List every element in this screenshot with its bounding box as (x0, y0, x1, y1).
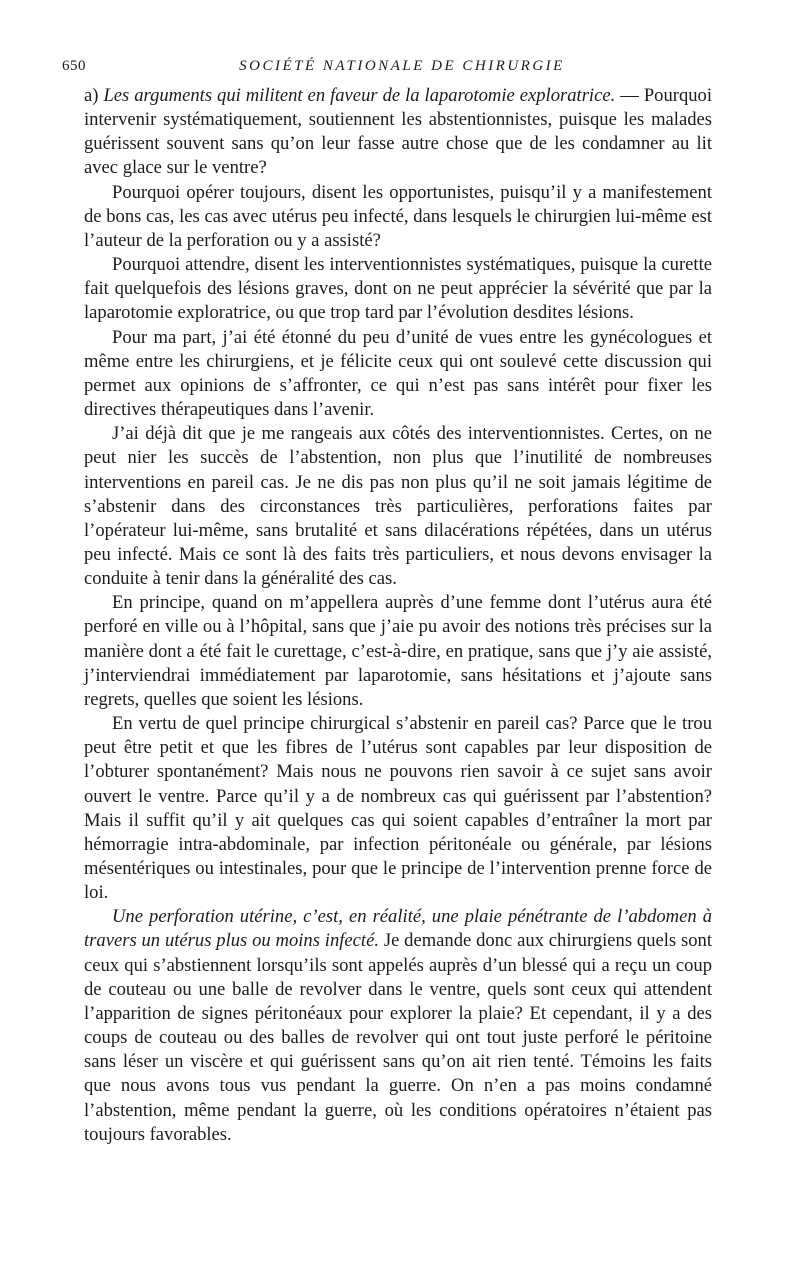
body-text (84, 84, 712, 1147)
paragraph-penetrating-wound (84, 905, 712, 1147)
document-page (62, 58, 713, 1147)
page-number: 650 (62, 58, 86, 74)
paragraph-abstention-success: J’ai déjà dit que je me rangeais aux côtés des interventionnistes. Certes, on ne peut nier les succès de l’abstention, non plus que l’inutilité de nombreuses interventions en pareil cas. Je ne dis pas non plus qu’il ne soit jamais légitime de s’abstenir dans des circonstances très particulières, perforations faites par l’opérateur lui-même, sans brutalité et sans dilacérations répétées, dans un utérus peu infecté. Mais ce sont là des faits très particuliers, et nous devons envisager la conduite à tenir dans la généralité des cas. (84, 423, 712, 590)
section-opening-paragraph (84, 84, 712, 181)
section-heading: Les arguments qui militent en faveur de la laparotomie exploratrice. (103, 85, 616, 106)
paragraph-opportunists: Pourquoi opérer toujours, disent les opportunistes, puisqu’il y a manifestement de bons cas, les cas avec utérus peu infecté, dans lesquels le chirurgien lui-même est l’auteur de la perforation ou y a assisté? (84, 181, 712, 251)
paragraph-interventionists: Pourquoi attendre, disent les interventionnistes systématiques, puisque la curette fait quelquefois des lésions graves, dont on ne peut apprécier la sévérité que par la laparotomie exploratrice, ou que trop tard par l’évolution desdites lésions. (84, 254, 712, 324)
paragraph-author-opinion: Pour ma part, j’ai été étonné du peu d’unité de vues entre les gynécologues et même entre les chirurgiens, et je félicite ceux qui ont soulevé cette discussion qui permet aux opinions de s’affronter, ce qui n’est pas sans intérêt pour fixer les directives thérapeutiques dans l’avenir. (84, 326, 712, 421)
paragraph-principle: En principe, quand on m’appellera auprès d’une femme dont l’utérus aura été perforé en ville ou à l’hôpital, sans que j’aie pu avoir des notions très précises sur la manière dont a été fait le curettage, c’est-à-dire, en pratique, sans que j’y aie assisté, j’interviendrai immédiatement par laparotomie, sans hésitations et j’ajoute sans regrets, quelles que soient les lésions. (84, 592, 712, 710)
running-header (62, 58, 712, 84)
section-intro-text: — Pourquoi intervenir systématiquement, soutiennent les abstentionnistes, puisque les malades guérissent souvent sans qu’on leur fasse autre chose que de les condamner au lit avec glace sur le ventre? (84, 85, 713, 179)
paragraph-conclusion-text: Je demande donc aux chirurgiens quels sont ceux qui s’abstiennent lorsqu’ils sont appelés auprès d’un blessé qui a reçu un coup de couteau ou une balle de revolver dans le ventre, quels sont ceux qui attendent l’apparition de signes péritonéaux pour explorer la plaie? Et cependant, il y a des coups de couteau ou des balles de revolver qui ont tout juste perforé le péritoine sans léser un viscère et qui guérissent sans qu’on ait rien tenté. Témoins les faits que nous avons tous vus pendant la guerre. On n’en a pas moins condamné l’abstention, même pendant la guerre, où les conditions opératoires n’étaient pas toujours favorables. (84, 930, 713, 1145)
section-label: a) (84, 85, 99, 106)
paragraph-surgical-principle: En vertu de quel principe chirurgical s’abstenir en pareil cas? Parce que le trou peut être petit et que les fibres de l’utérus sont capables par leur disposition de l’obturer spontanément? Mais nous ne pouvons rien savoir à ce sujet sans avoir ouvert le ventre. Parce qu’il y a de nombreux cas qui guérissent par l’abstention? Mais il suffit qu’il y ait quelques cas qui soient capables d’entraîner la mort par hémorragie intra-abdominale, par infection péritonéale ou générale, par lésions mésentériques ou intestinales, pour que le principe de l’intervention prenne force de loi. (84, 713, 712, 904)
italic-lead-sentence: Une perforation utérine, c’est, en réalité, une plaie pénétrante de l’abdomen à travers un utérus plus ou moins infecté. (84, 906, 712, 952)
running-title: SOCIÉTÉ NATIONALE DE CHIRURGIE (239, 58, 565, 74)
